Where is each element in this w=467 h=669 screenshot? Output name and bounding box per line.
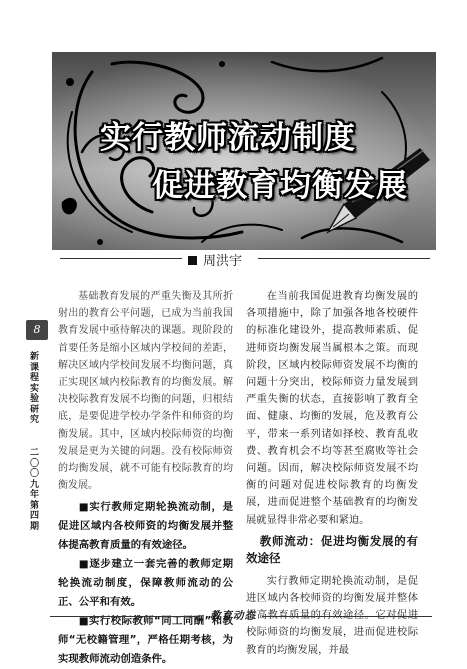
page-number: 8: [26, 320, 48, 340]
journal-name: 新课程实验研究: [30, 352, 40, 425]
body-paragraph: 在当前我国促进教育均衡发展的各项措施中，除了加强各地各校硬件的标准化建设外，提高教师素质、促进师资均衡发展当属根本之策。而现阶段，区域内校际师资发展不均衡的问题十分突出，校际师资力量发展到严重失衡的状态，直接影响了教育全面、健康、均衡的发展，危及教育公平，带来一系列诸如择校、教育乱收费、教育机会不均等甚至腐败等社会问题。因而，解决校际师资发展不均衡的问题对促进校际教育的均衡发展，进而促进整个基础教育的均衡发展就显得非常必要和紧迫。: [246, 290, 418, 526]
author-byline: [188, 250, 242, 269]
footer-rule-left: [50, 616, 200, 617]
title-banner: [52, 52, 436, 250]
issue-label: 二〇〇九年 第四期: [30, 448, 40, 532]
banner-title-line1: 实行教师流动制度: [100, 120, 356, 156]
key-point: ■实行教师定期轮换流动制，是促进区域内各校师资的均衡发展并整体提高教育质量的有效途径。: [58, 501, 233, 552]
intro-paragraph: 基础教育发展的严重失衡及其所折射出的教育公平问题，已成为当前我国教育发展中亟待解决的课题。现阶段的首要任务是缩小区域内学校间的差距，解决区域内学校间发展不均衡问题，真正实现区域内校际教育的均衡发展。解决校际教育发展不均衡的问题，归根结底，是要促进学校办学条件和师资的均衡发展。其中，区域内校际师资的均衡发展是更为关键的问题。没有校际师资的均衡发展，就不可能有校际教育的均衡发展。: [58, 291, 233, 492]
body-paragraph: 实行教师定期轮换流动制，是促进区域内各校师资的均衡发展并整体提高教育质量的有效途径。它对促进校际师资的均衡发展，进而促进校际教育的均衡发展，并最: [246, 574, 418, 656]
divider-left: [60, 258, 182, 259]
author-name: 周洪宇: [203, 254, 243, 269]
footer-section-label: 教育动态: [210, 610, 256, 622]
key-point: ■逐步建立一套完善的教师定期轮换流动制度，保障教师流动的公正、公平和有效。: [58, 558, 233, 609]
key-point: ■实行校际教师“同工同酬”和教师“无校籍管理”，严格任期考核，为实现教师流动创造条件。: [58, 615, 233, 666]
banner-title-line2: 促进教育均衡发展: [152, 168, 408, 204]
square-bullet-icon: [188, 256, 197, 265]
divider-right: [258, 258, 430, 259]
column-right: [246, 288, 418, 659]
footer-rule-right: [262, 616, 432, 617]
column-left: [58, 288, 233, 669]
section-heading: 教师流动：促进均衡发展的有效途径: [246, 533, 418, 565]
